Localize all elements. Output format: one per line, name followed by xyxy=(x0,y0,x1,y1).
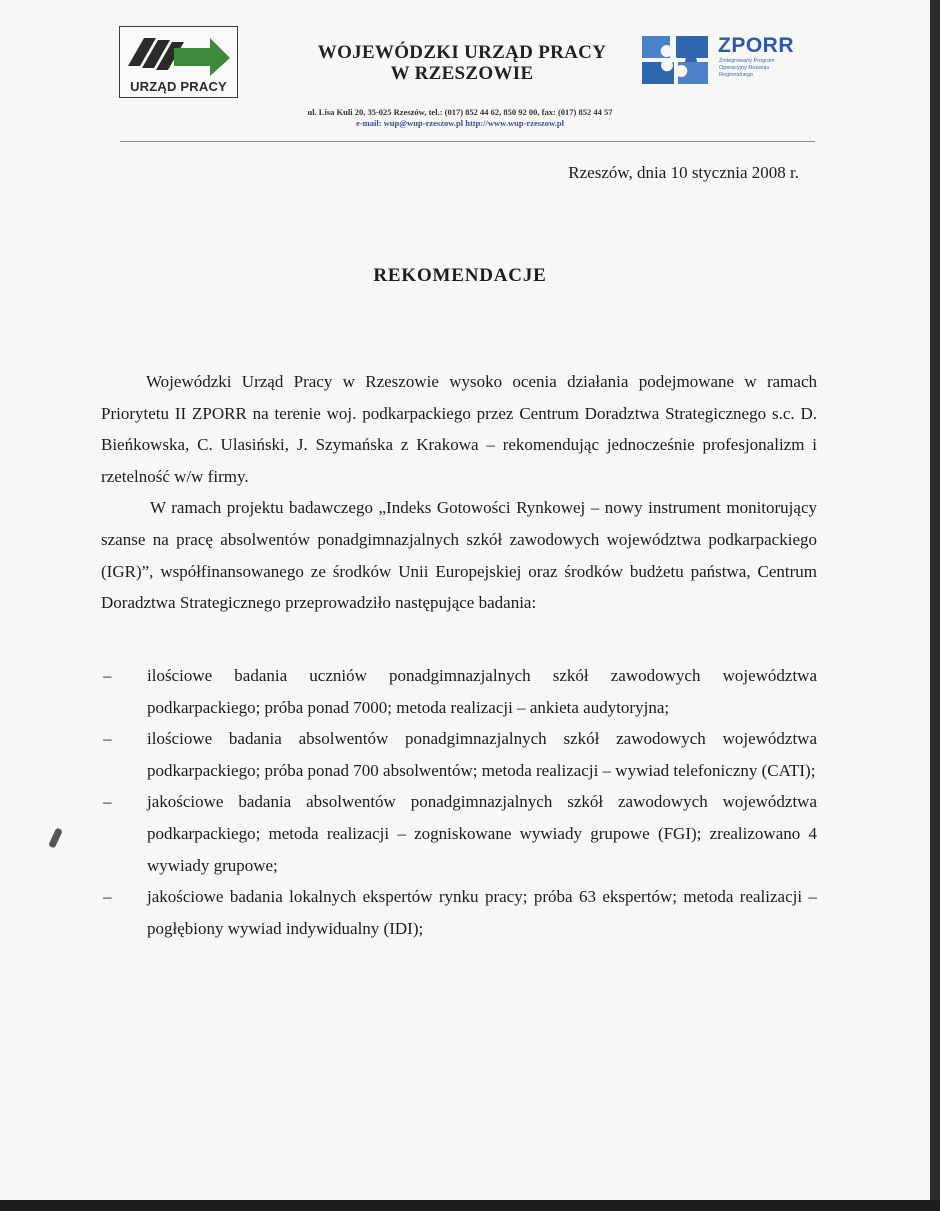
contact-address: ul. Lisa Kuli 20, 35-025 Rzeszów, tel.: (017) 852 44 62, 850 92 00, fax: (017) 852 44 57 xyxy=(307,107,613,117)
paragraph-2: W ramach projektu badawczego „Indeks Gotowości Rynkowej – nowy instrument monitorujący szanse na pracę absolwentów ponadgimnazjalnych szkół zawodowych województwa podkarpackiego (IGR)”, współfinansowanego ze środków Unii Europejskiej oraz środków budżetu państwa, Centrum Doradztwa Strategicznego przeprowadziło następujące badania: xyxy=(101,498,817,613)
document-title: REKOMENDACJE xyxy=(373,265,547,286)
list-item-text: ilościowe badania absolwentów ponadgimnazjalnych szkół zawodowych województwa podkarpackiego; próba ponad 700 absolwentów; metoda realizacji – wywiad telefoniczny (CATI); xyxy=(147,729,817,780)
organization-name-line2: W RZESZOWIE xyxy=(390,63,534,84)
zporr-subtitle: Zintegrowany Program Operacyjny Rozwoju Regionalnego xyxy=(719,58,775,78)
zporr-title: ZPORR xyxy=(718,34,794,57)
contact-info xyxy=(170,107,750,129)
contact-email-web: e-mail: wup@wup-rzeszow.pl http://www.wup-rzeszow.pl xyxy=(356,118,564,128)
list-dash: – xyxy=(103,666,112,685)
list-dash: – xyxy=(103,792,112,812)
list-item xyxy=(101,881,817,944)
research-list xyxy=(101,660,817,944)
letter-body xyxy=(101,366,817,619)
paragraph-1: Wojewódzki Urząd Pracy w Rzeszowie wysoko ocenia działania podejmowane w ramach Priorytetu II ZPORR na terenie woj. podkarpackiego przez Centrum Doradztwa Strategicznego s.c. D. Bieńkowska, C. Ulasiński, J. Szymańska z Krakowa – rekomendując jednocześnie profesjonalizm i rzetelność w/w firmy. xyxy=(101,372,817,486)
list-item xyxy=(101,786,817,881)
urzad-pracy-logo xyxy=(119,26,238,98)
list-dash: – xyxy=(103,887,112,907)
letter-date: Rzeszów, dnia 10 stycznia 2008 r. xyxy=(568,163,799,182)
list-item-text: jakościowe badania lokalnych ekspertów rynku pracy; próba 63 ekspertów; metoda realizacji – pogłębiony wywiad indywidualny (IDI); xyxy=(147,887,817,938)
pen-mark xyxy=(48,827,63,848)
logo-label: URZĄD PRACY xyxy=(130,79,227,94)
scan-edge-right xyxy=(930,0,940,1211)
zporr-puzzle-icon xyxy=(640,32,712,88)
organization-name-line1: WOJEWÓDZKI URZĄD PRACY xyxy=(317,42,607,63)
header-divider xyxy=(120,141,815,142)
scan-edge-bottom xyxy=(0,1200,940,1211)
organization-name xyxy=(262,42,662,84)
list-item xyxy=(101,723,817,786)
list-item xyxy=(101,660,817,723)
list-dash: – xyxy=(103,729,112,749)
urzad-pracy-logo-icon xyxy=(124,30,232,78)
list-item-text: ilościowe badania uczniów ponadgimnazjalnych szkół zawodowych województwa podkarpackiego; próba ponad 7000; metoda realizacji – ankieta audytoryjna; xyxy=(147,666,817,717)
list-item-text: jakościowe badania absolwentów ponadgimnazjalnych szkół zawodowych województwa podkarpackiego; metoda realizacji – zogniskowane wywiady grupowe (FGI); zrealizowano 4 wywiady grupowe; xyxy=(147,792,817,875)
